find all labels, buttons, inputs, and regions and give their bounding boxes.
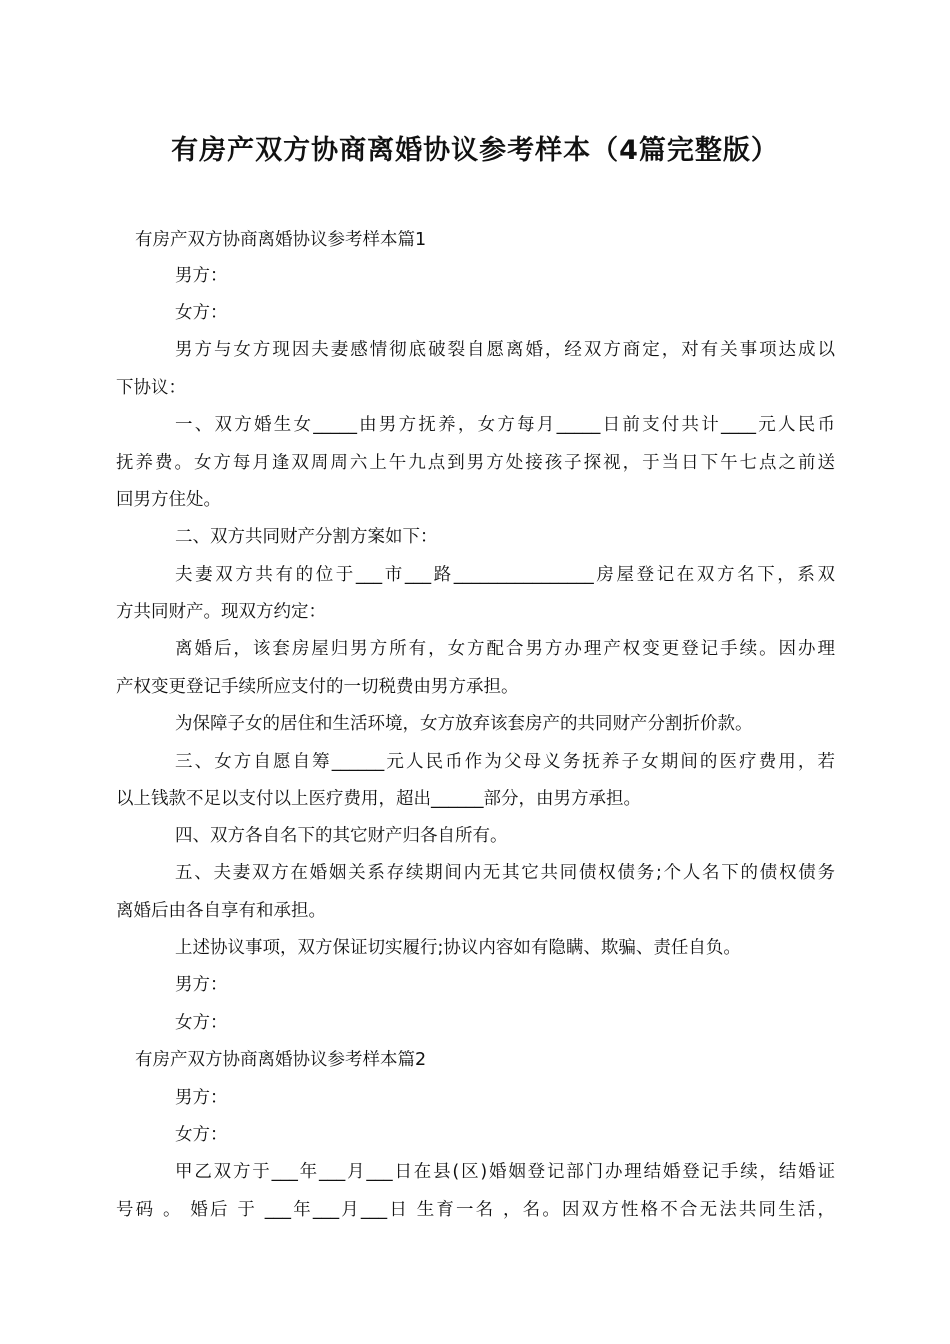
text-line: 男方与女方现因夫妻感情彻底破裂自愿离婚，经双方商定，对有关事项达成以 (175, 340, 835, 360)
document-title: 有房产双方协商离婚协议参考样本（4篇完整版） (171, 135, 779, 166)
text-line: 抚养费。女方每月逢双周周六上午九点到男方处接孩子探视，于当日下午七点之前送 (116, 453, 835, 473)
text-line: 夫妻双方共有的位于___市___路________________房屋登记在双方名下，系双 (175, 565, 835, 585)
text-line: 男方： (175, 266, 228, 286)
text-line: 甲乙双方于___年___月___日在县(区)婚姻登记部门办理结婚登记手续，结婚证 (175, 1162, 835, 1182)
text-line: 以上钱款不足以支付以上医疗费用，超出______部分，由男方承担。 (116, 789, 641, 809)
text-line: 四、双方各自名下的其它财产归各自所有。 (175, 826, 508, 846)
text-line: 为保障子女的居住和生活环境，女方放弃该套房产的共同财产分割折价款。 (175, 714, 753, 734)
text-line: 上述协议事项，双方保证切实履行;协议内容如有隐瞒、欺骗、责任自负。 (175, 938, 741, 958)
text-line: 下协议： (116, 378, 186, 398)
text-line: 女方： (175, 303, 228, 323)
section-heading-2: 有房产双方协商离婚协议参考样本篇2 (135, 1050, 427, 1070)
text-line: 五、夫妻双方在婚姻关系存续期间内无其它共同债权债务;个人名下的债权债务 (175, 863, 835, 883)
text-line: 离婚后由各自享有和承担。 (116, 901, 326, 921)
text-line: 女方： (175, 1013, 228, 1033)
text-line: 女方： (175, 1125, 228, 1145)
text-line: 方共同财产。现双方约定： (116, 602, 326, 622)
text-line: 一、双方婚生女_____由男方抚养，女方每月_____日前支付共计____元人民币 (175, 415, 835, 435)
text-line: 三、女方自愿自筹______元人民币作为父母义务抚养子女期间的医疗费用，若 (175, 752, 835, 772)
text-line: 产权变更登记手续所应支付的一切税费由男方承担。 (116, 677, 519, 697)
text-line: 回男方住处。 (116, 490, 221, 510)
text-line: 号码 。 婚后 于 ___年___月___日 生育一名 ，名。因双方性格不合无法共同生活， (116, 1200, 835, 1220)
text-line: 男方： (175, 975, 228, 995)
text-line: 男方： (175, 1088, 228, 1108)
section-heading-1: 有房产双方协商离婚协议参考样本篇1 (135, 230, 427, 250)
text-line: 离婚后，该套房屋归男方所有，女方配合男方办理产权变更登记手续。因办理 (175, 639, 835, 659)
text-line: 二、双方共同财产分割方案如下： (175, 527, 438, 547)
